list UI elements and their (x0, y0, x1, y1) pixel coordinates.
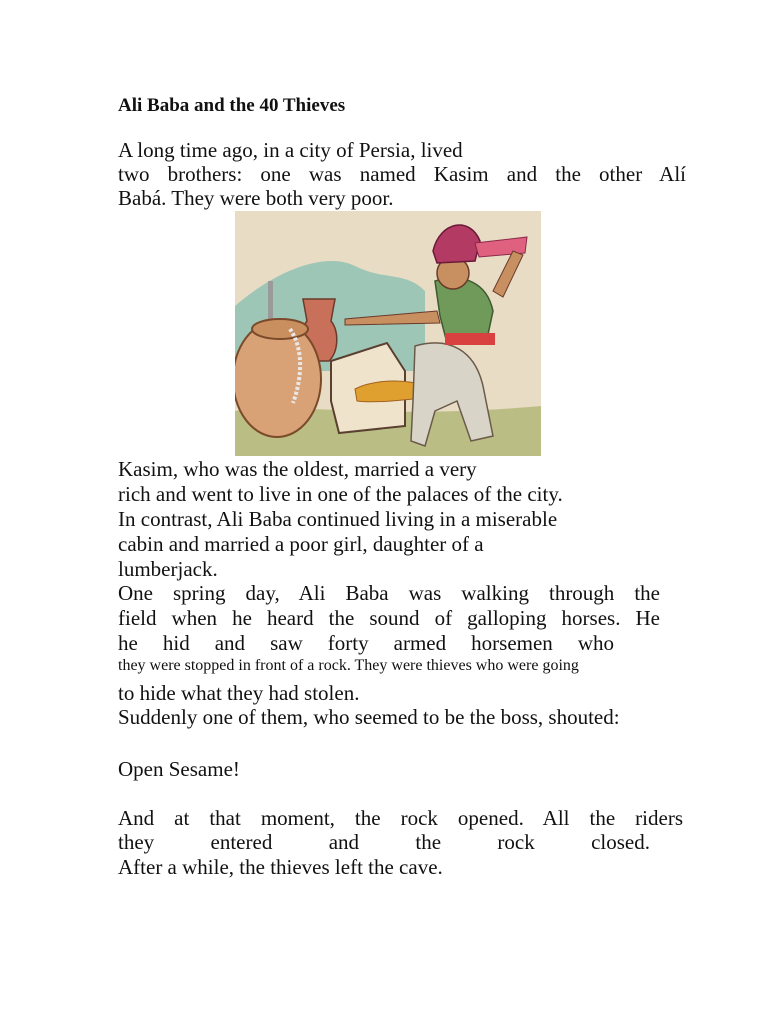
text-line-18: After a while, the thieves left the cave. (118, 855, 443, 879)
man-sash (445, 333, 495, 345)
text-line-11: he hid and saw forty armed horsemen who (118, 631, 614, 655)
ali-baba-picture (235, 211, 541, 456)
document-title: Ali Baba and the 40 Thieves (118, 95, 346, 116)
text-line-5: rich and went to live in one of the palaces of the city. (118, 482, 563, 506)
text-line-16: And at that moment, the rock opened. All the riders (118, 806, 683, 830)
text-line-10: field when he heard the sound of galloping horses. He (118, 606, 660, 630)
exclamation-open-sesame: Open Sesame! (118, 757, 240, 781)
text-line-4: Kasim, who was the oldest, married a very (118, 457, 477, 481)
text-line-8: lumberjack. (118, 557, 218, 581)
text-line-14: Suddenly one of them, who seemed to be the boss, shouted: (118, 705, 620, 729)
jar-mouth (252, 319, 308, 339)
text-line-6: In contrast, Ali Baba continued living in a miserable (118, 507, 558, 531)
text-line-13: to hide what they had stolen. (118, 681, 360, 705)
text-line-12: they were stopped in front of a rock. They were thieves who were going (118, 657, 579, 674)
text-line-7: cabin and married a poor girl, daughter of a (118, 532, 484, 556)
text-line-3: Babá. They were both very poor. (118, 186, 394, 210)
text-line-17: they entered and the rock closed. (118, 830, 650, 854)
text-line-9: One spring day, Ali Baba was walking through the (118, 581, 660, 605)
text-line-1: A long time ago, in a city of Persia, lived (118, 138, 463, 162)
text-line-2: two brothers: one was named Kasim and the other Alí (118, 162, 686, 186)
story-illustration (235, 211, 541, 456)
